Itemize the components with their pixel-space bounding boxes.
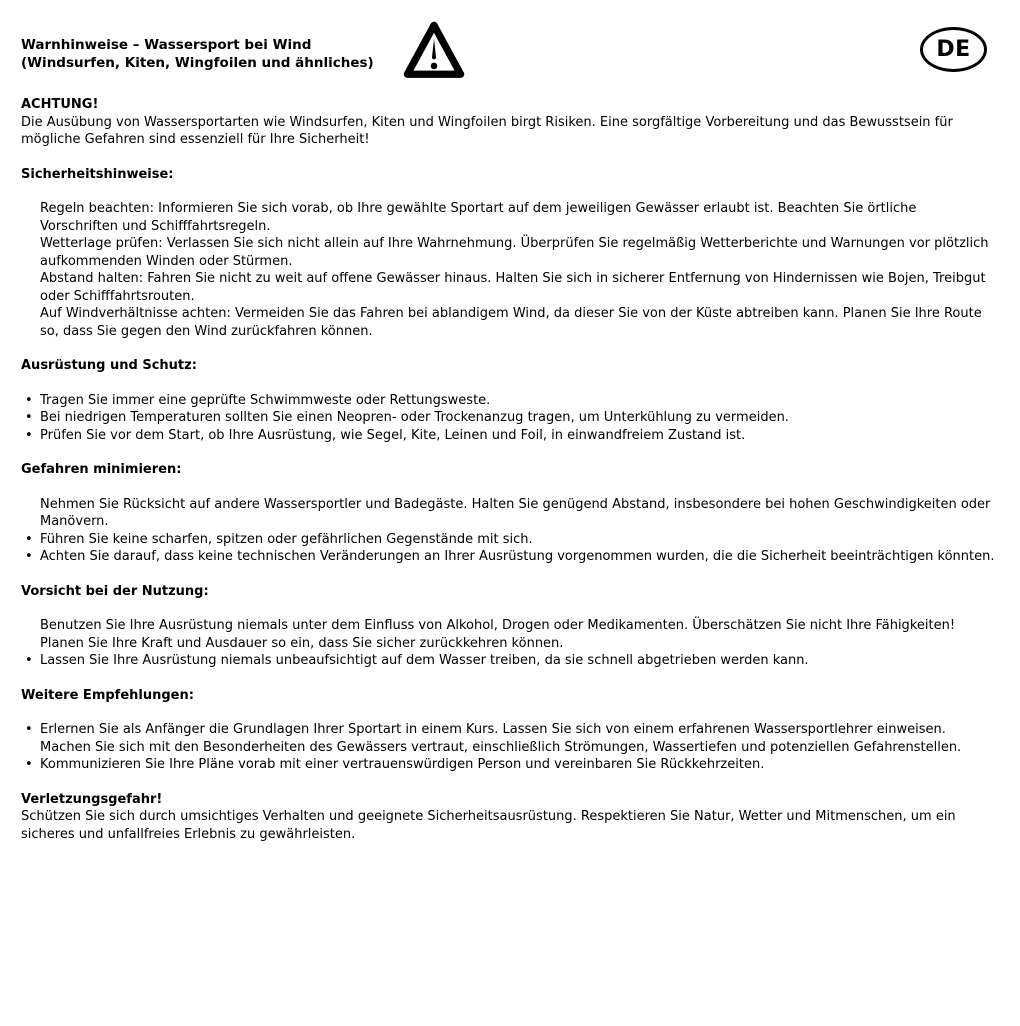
achtung-paragraph: Die Ausübung von Wassersportarten wie Windsurfen, Kiten und Wingfoilen birgt Risiken. Eine sorgfältige Vorbereitung und das Bewusstsein für mögliche Gefahren sind essenziell für Ihre Sicherheit! [21,114,953,147]
language-code-label: DE [936,36,971,62]
list-item: • Führen Sie keine scharfen, spitzen oder gefährlichen Gegenstände mit sich. [21,531,996,549]
vorsicht-intro: Benutzen Sie Ihre Ausrüstung niemals unter dem Einfluss von Alkohol, Drogen oder Medikamenten. Überschätzen Sie nicht Ihre Fähigkeiten! Planen Sie Ihre Kraft und Ausdauer so ein, dass Sie sicher zurückkehren können. [40,618,956,651]
ausruestung-list [21,392,996,445]
list-item-continuation: Machen Sie sich mit den Besonderheiten des Gewässers vertraut, einschließlich Strömungen, Wassertiefen und potenziellen Gefahrenstellen. [40,739,962,755]
section-achtung [21,96,996,149]
list-item: • Lassen Sie Ihre Ausrüstung niemals unbeaufsichtigt auf dem Wasser treiben, da sie schnell abgetrieben werden kann. [21,652,996,670]
sicherheitshinweise-list [21,200,996,340]
list-item: • Bei niedrigen Temperaturen sollten Sie einen Neopren- oder Trockenanzug tragen, um Unterkühlung zu vermeiden. [21,409,996,427]
safety-item: Abstand halten: Fahren Sie nicht zu weit auf offene Gewässer hinaus. Halten Sie sich in sicherer Entfernung von Hindernissen wie Bojen, Treibgut oder Schifffahrtsrouten. [40,271,986,304]
section-sicherheitshinweise [21,166,996,341]
section-gefahren-minimieren [21,461,996,566]
document-title [21,36,374,72]
safety-item: Auf Windverhältnisse achten: Vermeiden Sie das Fahren bei ablandigem Wind, da dieser Sie von der Küste abtreiben kann. Planen Sie Ihre Route so, dass Sie gegen den Wind zurückfahren können. [40,306,982,339]
language-badge [920,27,987,72]
sicherheitshinweise-heading: Sicherheitshinweise: [21,166,174,182]
section-verletzungsgefahr [21,791,996,844]
ausruestung-heading: Ausrüstung und Schutz: [21,358,197,373]
achtung-heading: ACHTUNG! [21,97,99,112]
section-weitere-empfehlungen [21,687,996,774]
gefahren-list [21,531,996,566]
list-item: • Tragen Sie immer eine geprüfte Schwimmweste oder Rettungsweste. [21,392,996,410]
vorsicht-list [21,652,996,670]
title-line-1: Warnhinweise – Wassersport bei Wind [21,37,312,53]
list-item: • Achten Sie darauf, dass keine technischen Veränderungen an Ihrer Ausrüstung vorgenommen wurden, die die Sicherheit beeinträchtigen könnten. [21,548,996,566]
list-item: • Kommunizieren Sie Ihre Pläne vorab mit einer vertrauenswürdigen Person und vereinbaren Sie Rückkehrzeiten. [21,756,996,774]
verletzungsgefahr-paragraph: Schützen Sie sich durch umsichtiges Verhalten und geeignete Sicherheitsausrüstung. Respektieren Sie Natur, Wetter und Mitmenschen, um ein sicheres und unfallfreies Erlebnis zu gewährleisten. [21,809,956,842]
verletzungsgefahr-heading: Verletzungsgefahr! [21,791,163,807]
gefahren-heading: Gefahren minimieren: [21,462,182,477]
list-item: • Prüfen Sie vor dem Start, ob Ihre Ausrüstung, wie Segel, Kite, Leinen und Foil, in einwandfreiem Zustand ist. [21,427,996,445]
list-item-text: • Erlernen Sie als Anfänger die Grundlagen Ihrer Sportart in einem Kurs. Lassen Sie sich von einem erfahrenen Wassersportlehrer einweisen. [40,722,946,737]
empfehlungen-heading: Weitere Empfehlungen: [21,687,194,703]
title-line-2: (Windsurfen, Kiten, Wingfoilen und ähnliches) [21,55,374,71]
section-vorsicht-bei-der-nutzung [21,583,996,670]
empfehlungen-list [21,721,996,774]
section-ausruestung-und-schutz [21,357,996,444]
safety-item: Regeln beachten: Informieren Sie sich vorab, ob Ihre gewählte Sportart auf dem jeweiligen Gewässer erlaubt ist. Beachten Sie örtliche Vorschriften und Schifffahrtsregeln. [40,201,917,234]
vorsicht-heading: Vorsicht bei der Nutzung: [21,583,209,599]
safety-item: Wetterlage prüfen: Verlassen Sie sich nicht allein auf Ihre Wahrnehmung. Überprüfen Sie regelmäßig Wetterberichte und Warnungen vor plötzlich aufkommenden Winden oder Stürmen. [40,236,989,269]
warning-triangle-icon [403,20,465,80]
list-item [21,721,996,756]
document-header [21,0,996,96]
gefahren-intro: Nehmen Sie Rücksicht auf andere Wassersportler und Badegäste. Halten Sie genügend Abstand, insbesondere bei hohen Geschwindigkeiten oder Manövern. [40,496,991,529]
